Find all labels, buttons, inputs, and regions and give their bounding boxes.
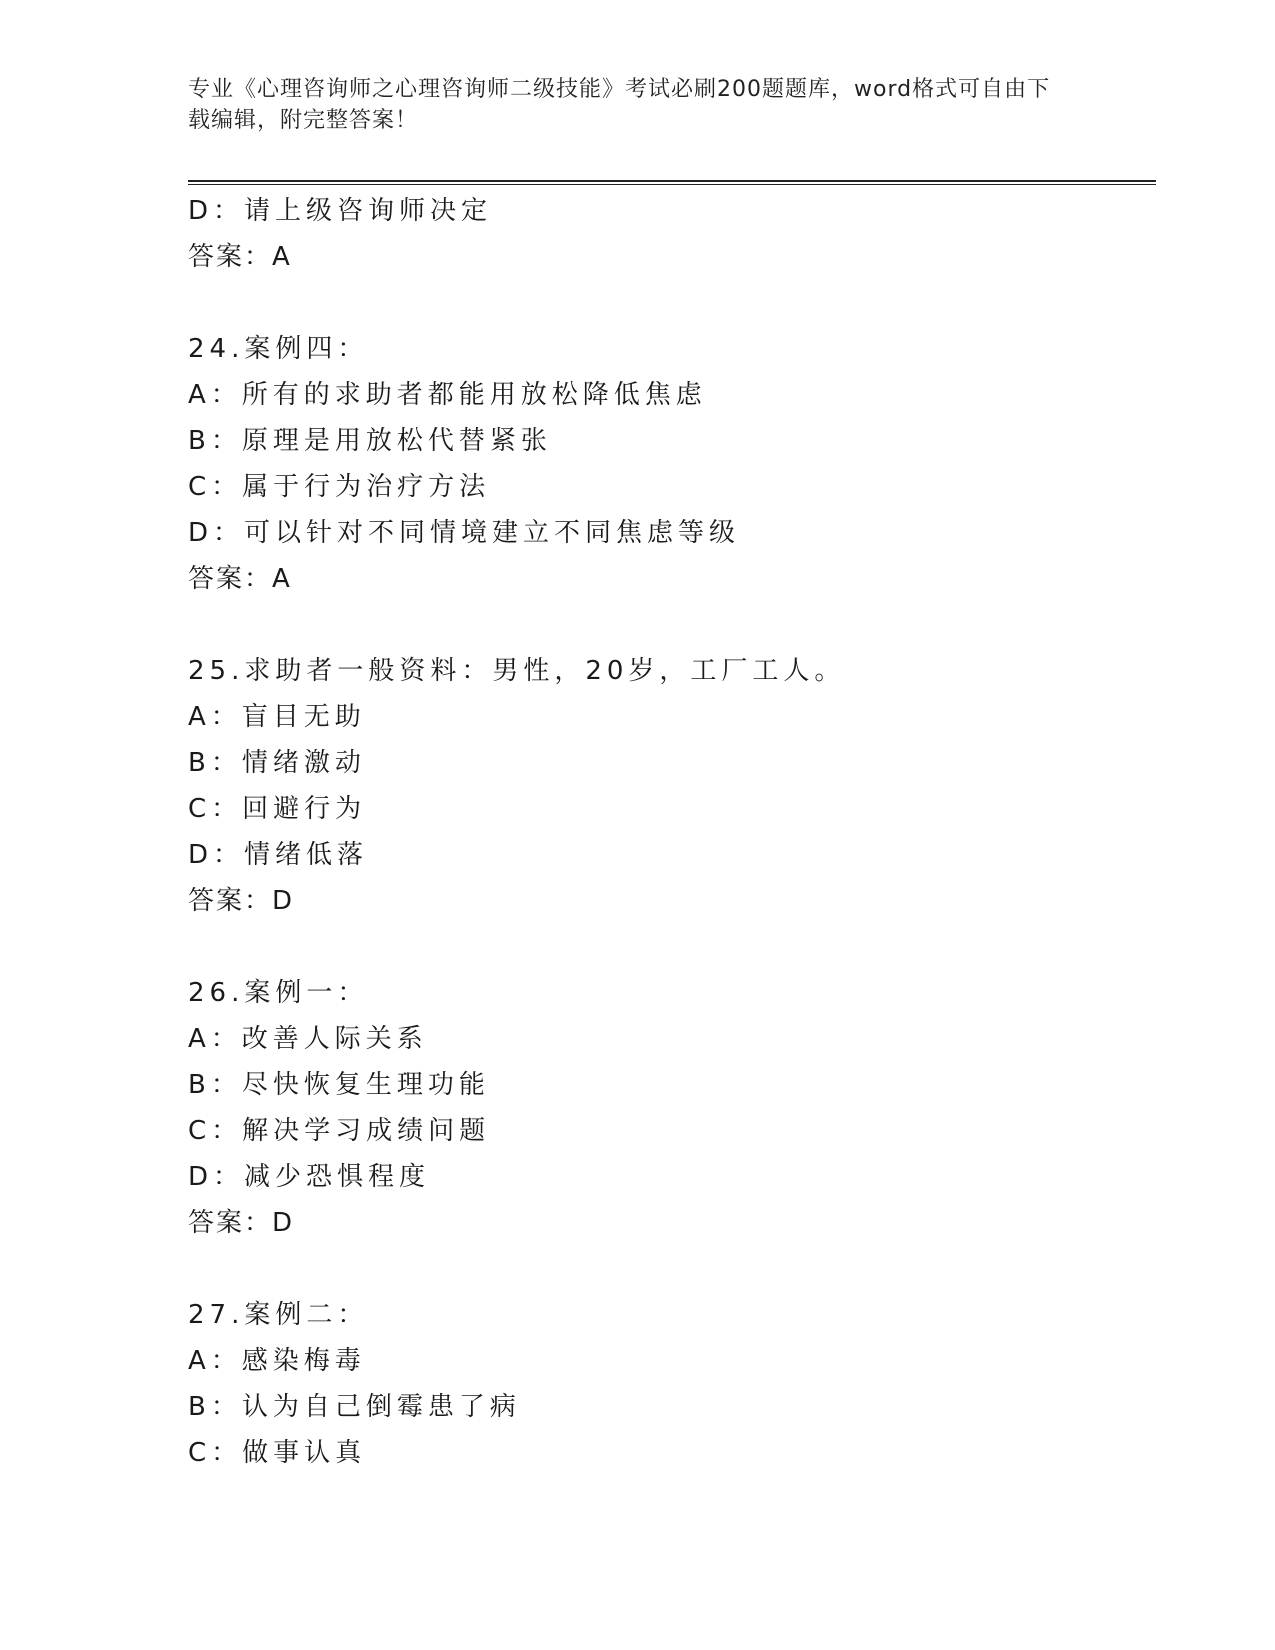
question-stem: 25.求助者一般资料：男性，20岁，工厂工人。 [188,656,846,686]
option-b: B：尽快恢复生理功能 [188,1070,490,1100]
option-a: A：改善人际关系 [188,1024,428,1054]
option-c: C：做事认真 [188,1438,367,1468]
header-divider [188,180,1156,185]
option-a: A：所有的求助者都能用放松降低焦虑 [188,380,707,410]
question-stem: 24.案例四： [188,334,369,364]
option-c: C：回避行为 [188,794,367,824]
option-b: B：原理是用放松代替紧张 [188,426,552,456]
option-d: D：可以针对不同情境建立不同焦虑等级 [188,518,741,548]
option-b: B：情绪激动 [188,748,366,778]
option-c: C：解决学习成绩问题 [188,1116,491,1146]
option-c: C：属于行为治疗方法 [188,472,491,502]
question-list [188,188,1148,1476]
option-d: D：请上级咨询师决定 [188,196,493,226]
question-stem: 26.案例一： [188,978,369,1008]
answer-line: 答案：A [188,564,292,594]
option-b: B：认为自己倒霉患了病 [188,1392,521,1422]
answer-line: 答案：D [188,886,295,916]
option-d: D：减少恐惧程度 [188,1162,431,1192]
answer-line: 答案：A [188,242,292,272]
question-stem: 27.案例二： [188,1300,369,1330]
option-a: A：盲目无助 [188,702,366,732]
answer-line: 答案：D [188,1208,295,1238]
option-d: D：情绪低落 [188,840,369,870]
option-a: A：感染梅毒 [188,1346,366,1376]
page-header: 专业《心理咨询师之心理咨询师二级技能》考试必刷200题题库，word格式可自由下载编辑，附完整答案！ [188,77,1051,133]
